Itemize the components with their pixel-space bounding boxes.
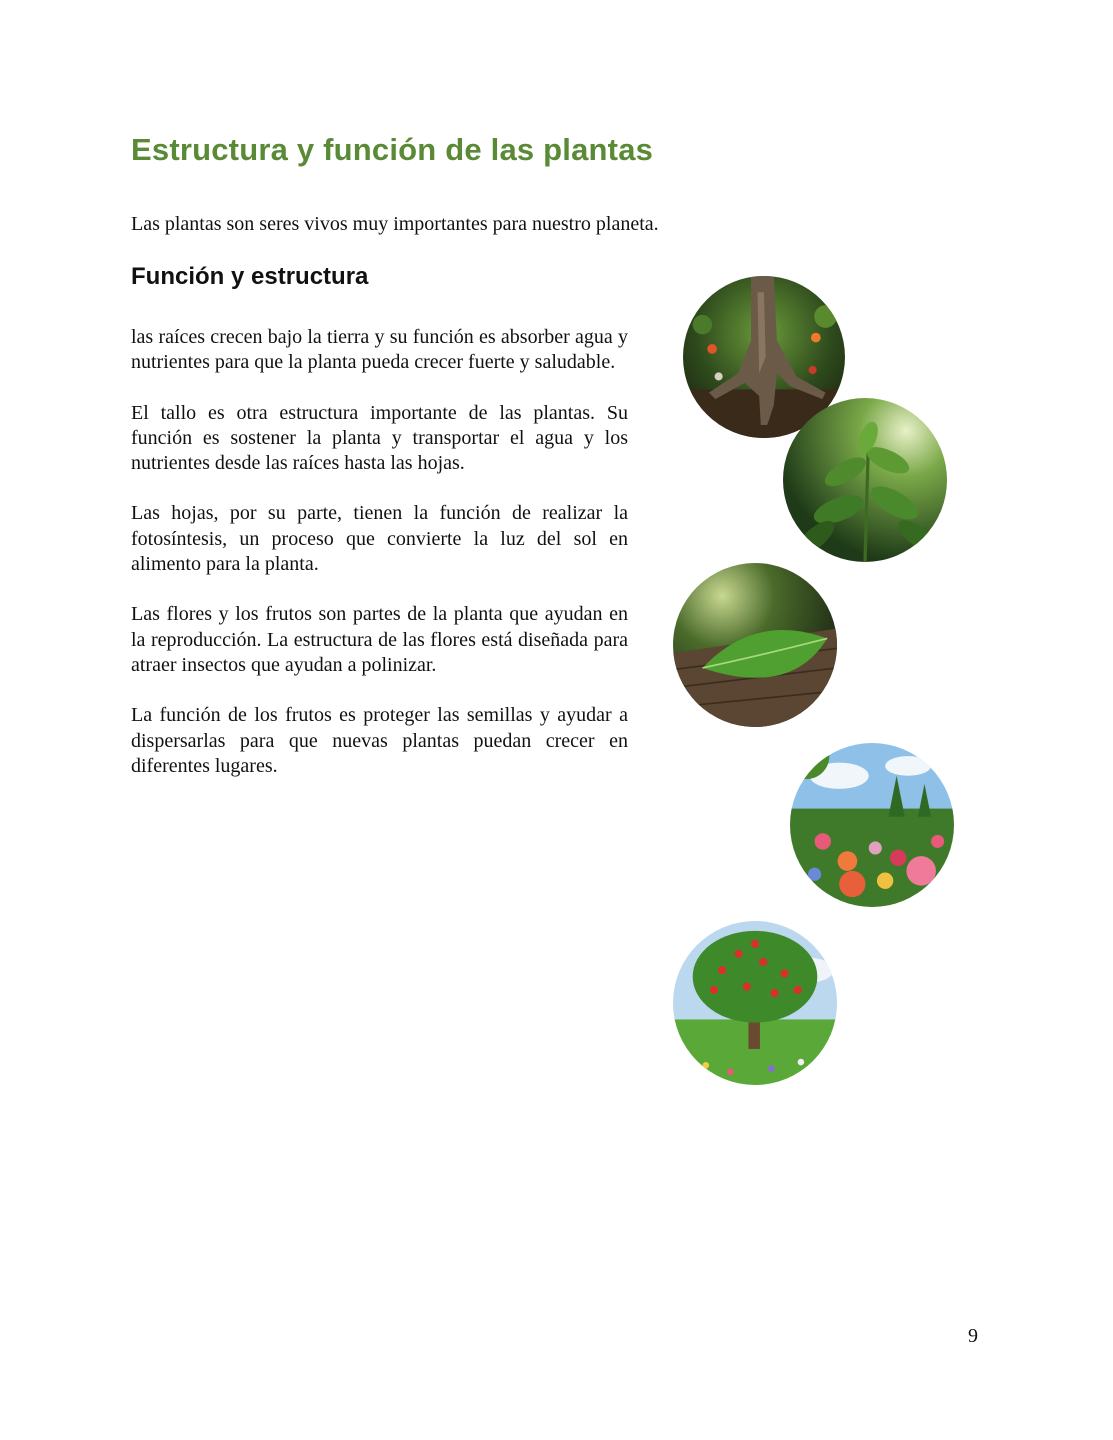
body-text <box>131 325 628 804</box>
flower-garden-image <box>790 743 954 907</box>
page-title: Estructura y función de las plantas <box>131 132 654 167</box>
paragraph-leaves: Las hojas, por su parte, tienen la función de realizar la fotosíntesis, un proceso que convierte la luz del sol en alimento para la planta. <box>131 502 628 576</box>
paragraph-roots: las raíces crecen bajo la tierra y su función es absorber agua y nutrientes para que la planta pueda crecer fuerte y saludable. <box>131 326 628 374</box>
stem-leaves-image <box>783 398 947 562</box>
paragraph-flowers: Las flores y los frutos son partes de la planta que ayudan en la reproducción. La estructura de las flores está diseñada para atraer insectos que ayudan a polinizar. <box>131 603 628 676</box>
paragraph-stem: El tallo es otra estructura importante de las plantas. Su función es sostener la planta y transportar el agua y los nutrientes desde las raíces hasta las hojas. <box>131 401 628 475</box>
intro-text: Las plantas son seres vivos muy importantes para nuestro planeta. <box>131 213 659 235</box>
paragraph-fruits: La función de los frutos es proteger las semillas y ayudar a dispersarlas para que nuevas plantas puedan crecer en diferentes lugares. <box>131 704 628 777</box>
section-subtitle: Función y estructura <box>131 263 369 290</box>
leaf-image <box>673 563 837 727</box>
apple-tree-image <box>673 921 837 1085</box>
page-number: 9 <box>968 1325 978 1347</box>
